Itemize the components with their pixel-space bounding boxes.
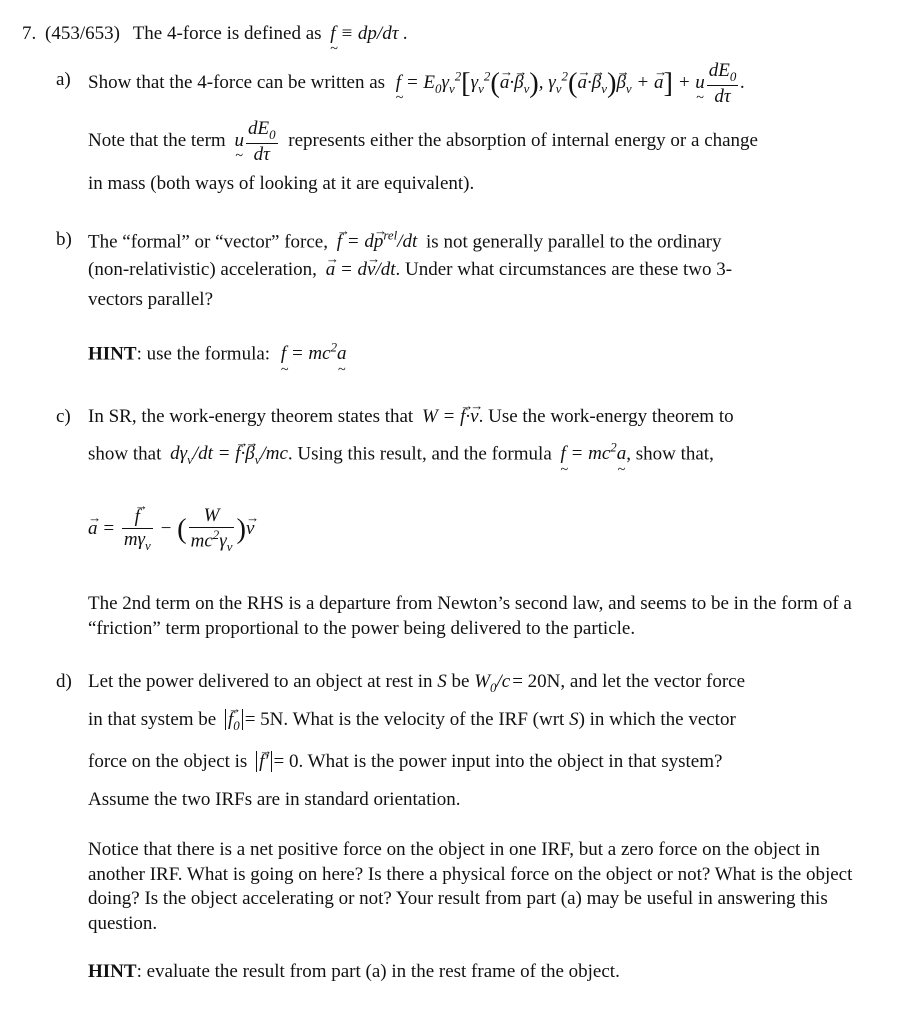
part-b-line2-a: (non-relativistic) acceleration, <box>88 259 317 280</box>
part-a-note-lead: Note that the term <box>88 130 226 152</box>
force-mass-formula: f ~ = $mc^2a$ ~ <box>281 343 347 364</box>
acceleration-formula: → a = d→ v/dt <box>326 259 396 280</box>
force-prime-magnitude: → f′ <box>256 751 271 772</box>
four-force-formula: f ~ = $E_0\gamma_v^2[\gamma_v^2(\to a\cdot\to \beta_v)$, $\gamma_v^2(\to a\cdot\to \beta_v)\to \beta_v$ + → a] + u ~ $\frac{dE_0}{d\tau}$ . <box>396 72 745 93</box>
force-magnitude: → $f_0$ <box>225 709 243 730</box>
part-c-line1-b: . Use the work-energy theorem to <box>478 406 734 427</box>
part-d-line3-b: . What is the power input into the object in that system? <box>298 751 723 772</box>
part-d-line2-a: in that system be <box>88 709 217 730</box>
part-d-line2 <box>88 708 736 735</box>
vector-force-formula: → $f = d\to p^{rel}/dt$ <box>337 231 418 252</box>
part-d-hint-text: : evaluate the result from part (a) in the rest frame of the object. <box>136 961 620 982</box>
part-d-line1 <box>88 670 745 697</box>
part-d-line2-b: . What is the velocity of the IRF (wrt <box>283 709 565 730</box>
part-b-line3: vectors parallel? <box>88 289 214 310</box>
part-a-note-tail: represents either the absorption of internal energy or a change <box>288 130 758 152</box>
part-d-label: d) <box>56 671 72 692</box>
power-formula: $W_0/c$ <box>474 671 511 695</box>
part-a-note-line1 <box>88 118 758 166</box>
force-mass-formula-2: f ~ = $mc^2a$ ~ <box>561 443 627 464</box>
part-b-hint <box>88 340 347 367</box>
part-b-label: b) <box>56 229 72 250</box>
part-a-label: a) <box>56 69 71 90</box>
part-c-line2 <box>88 440 714 469</box>
force-value: = 5N <box>244 709 284 730</box>
energy-term: u ~ $\frac{dE_0}{d\tau}$ <box>234 130 279 151</box>
part-a-line1 <box>88 60 745 108</box>
part-c-line1 <box>88 405 734 430</box>
part-d-paragraph: Notice that there is a net positive force on the object in one IRF, but a zero force on the object in another IRF. What is going on here? Is there a physical force on the object or not? What is the object doing? Is the object accelerating or not? Your result from part (a) may be useful in answering this question. <box>88 839 853 935</box>
work-energy-formula: W = → f·→ v <box>422 406 479 427</box>
problem-heading <box>22 22 408 47</box>
part-b-line2 <box>88 258 732 283</box>
power-value: = 20N <box>512 671 561 692</box>
part-c-line2-c: , show that, <box>626 443 714 465</box>
problem-number: 7. <box>22 23 37 44</box>
part-b-hint-text: : use the formula: <box>136 343 271 365</box>
part-c-paragraph: The 2nd term on the RHS is a departure from Newton’s second law, and seems to be in the form of a “friction” term proportional to the power being delivered to the particle. <box>88 593 852 639</box>
frame-s-2: S <box>569 709 579 730</box>
part-d-line3-a: force on the object is <box>88 751 248 772</box>
part-b-line2-b: . Under what circumstances are these two 3- <box>395 259 733 280</box>
part-b-hint-label: HINT <box>88 343 137 365</box>
part-b-line1 <box>88 228 722 255</box>
problem-intro: The 4-force is defined as <box>132 23 322 44</box>
part-d-line1-b: be <box>451 671 470 692</box>
gamma-derivative-formula: $d\gamma_v/dt$ = → $f\cdot\to \beta_v/mc$ <box>170 443 288 464</box>
acceleration-result-formula: → a = → $\frac{f}{m\gamma_v}$ − ( $\frac{W}{mc^2\gamma_v}$ )→ v <box>88 505 254 555</box>
part-d-hint <box>88 960 620 985</box>
part-d-line1-c: , and let the vector force <box>560 671 746 692</box>
zero-value: = 0 <box>273 751 299 772</box>
part-b-line1-a: The “formal” or “vector” force, <box>88 231 328 253</box>
part-d-line1-a: Let the power delivered to an object at rest in <box>88 671 433 692</box>
part-c-line2-a: show that <box>88 443 162 465</box>
part-a-lead: Show that the 4-force can be written as <box>88 72 386 94</box>
part-c-line1-a: In SR, the work-energy theorem states that <box>88 406 414 427</box>
part-c-line2-b: . Using this result, and the formula <box>287 443 552 465</box>
part-d-line4: Assume the two IRFs are in standard orientation. <box>88 789 461 810</box>
part-a-note-line2: in mass (both ways of looking at it are equivalent). <box>88 173 475 194</box>
problem-ref: (453/653) <box>45 23 120 44</box>
part-c-label: c) <box>56 406 71 427</box>
frame-s: S <box>437 671 447 692</box>
four-force-definition: f ~ ≡ dp/dτ . <box>330 23 408 44</box>
part-d-hint-label: HINT <box>88 961 137 982</box>
part-d-line2-c: ) in which the vector <box>578 709 736 730</box>
part-d-line3 <box>88 750 722 775</box>
part-b-line1-b: is not generally parallel to the ordinary <box>426 231 722 253</box>
